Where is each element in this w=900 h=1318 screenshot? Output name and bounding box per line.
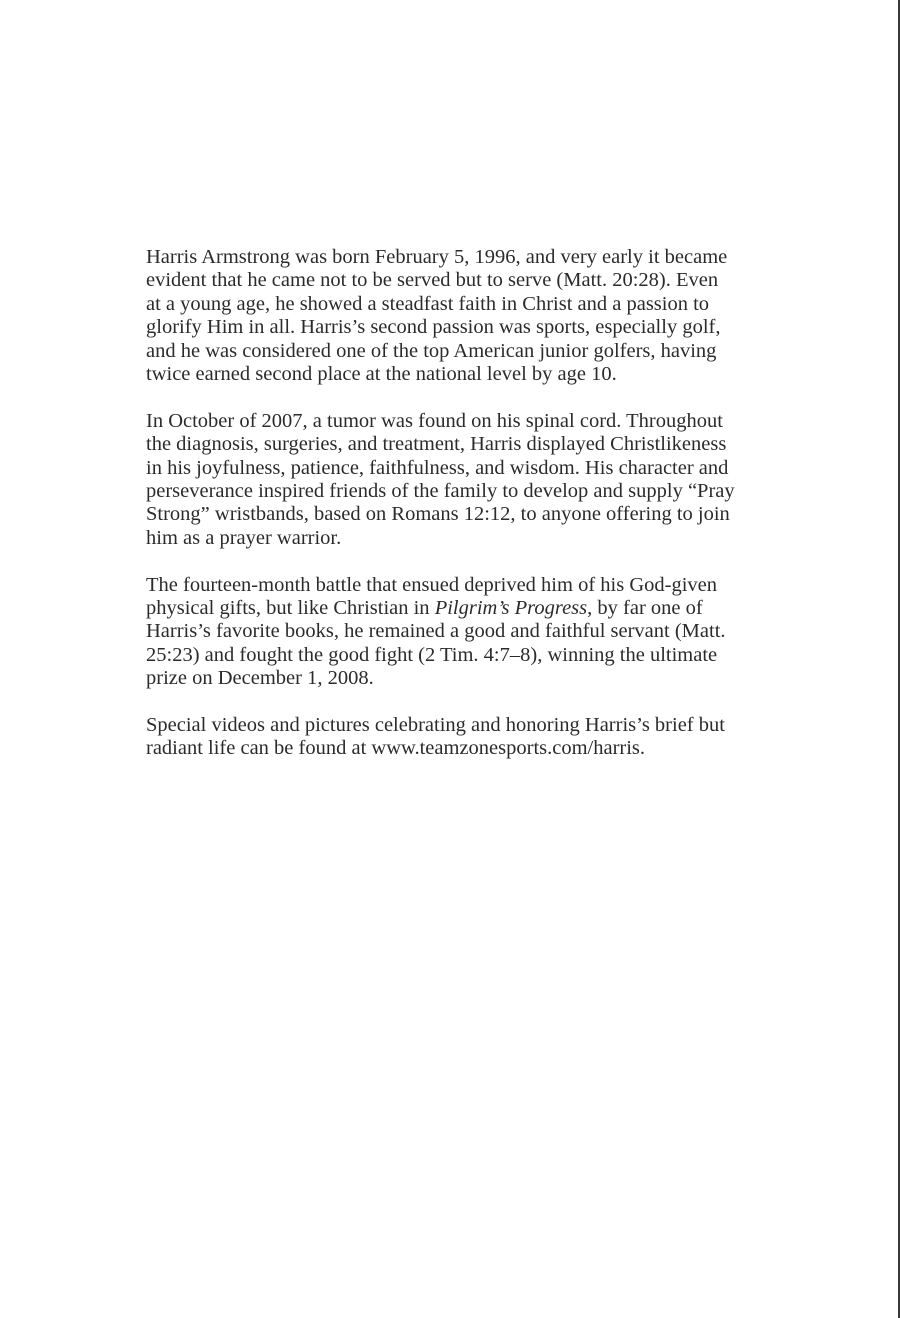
- text-line: Strong” wristbands, based on Romans 12:12, to anyone offering to join: [146, 503, 730, 526]
- text-line: at a young age, he showed a steadfast faith in Christ and a passion to: [146, 292, 710, 315]
- text-line: perseverance inspired friends of the family to develop and supply “Pray: [146, 480, 735, 503]
- paragraph-birth: [146, 246, 786, 386]
- text-line: 25:23) and fought the good fight (2 Tim. 4:7–8), winning the ultimate: [146, 643, 718, 666]
- memorial-text: [146, 246, 786, 784]
- paragraph-battle: [146, 574, 786, 691]
- text-line: him as a prayer warrior.: [146, 526, 342, 549]
- text-line: Harris’s favorite books, he remained a good and faithful servant (Matt.: [146, 620, 726, 643]
- text-segment: physical gifts, but like Christian in: [146, 597, 435, 620]
- text-line: radiant life can be found at www.teamzonesports.com/harris.: [146, 737, 646, 760]
- text-line: the diagnosis, surgeries, and treatment, Harris displayed Christlikeness: [146, 433, 727, 456]
- text-line: and he was considered one of the top American junior golfers, having: [146, 339, 717, 362]
- text-line: evident that he came not to be served but to serve (Matt. 20:28). Even: [146, 269, 719, 292]
- text-line: The fourteen-month battle that ensued deprived him of his God-given: [146, 573, 717, 596]
- text-line: in his joyfulness, patience, faithfulness, and wisdom. His character and: [146, 456, 729, 479]
- text-line: Harris Armstrong was born February 5, 1996, and very early it became: [146, 246, 728, 268]
- paragraph-diagnosis: [146, 410, 786, 550]
- book-title: Pilgrim’s Progress: [434, 597, 588, 620]
- text-segment: , by far one of: [587, 597, 703, 620]
- paragraph-videos: [146, 714, 786, 761]
- text-line: prize on December 1, 2008.: [146, 667, 374, 690]
- text-line: [146, 597, 786, 620]
- text-line: twice earned second place at the national level by age 10.: [146, 363, 617, 386]
- text-line: glorify Him in all. Harris’s second passion was sports, especially golf,: [146, 316, 721, 339]
- text-line: Special videos and pictures celebrating and honoring Harris’s brief but: [146, 714, 725, 737]
- text-line: In October of 2007, a tumor was found on his spinal cord. Throughout: [146, 409, 723, 432]
